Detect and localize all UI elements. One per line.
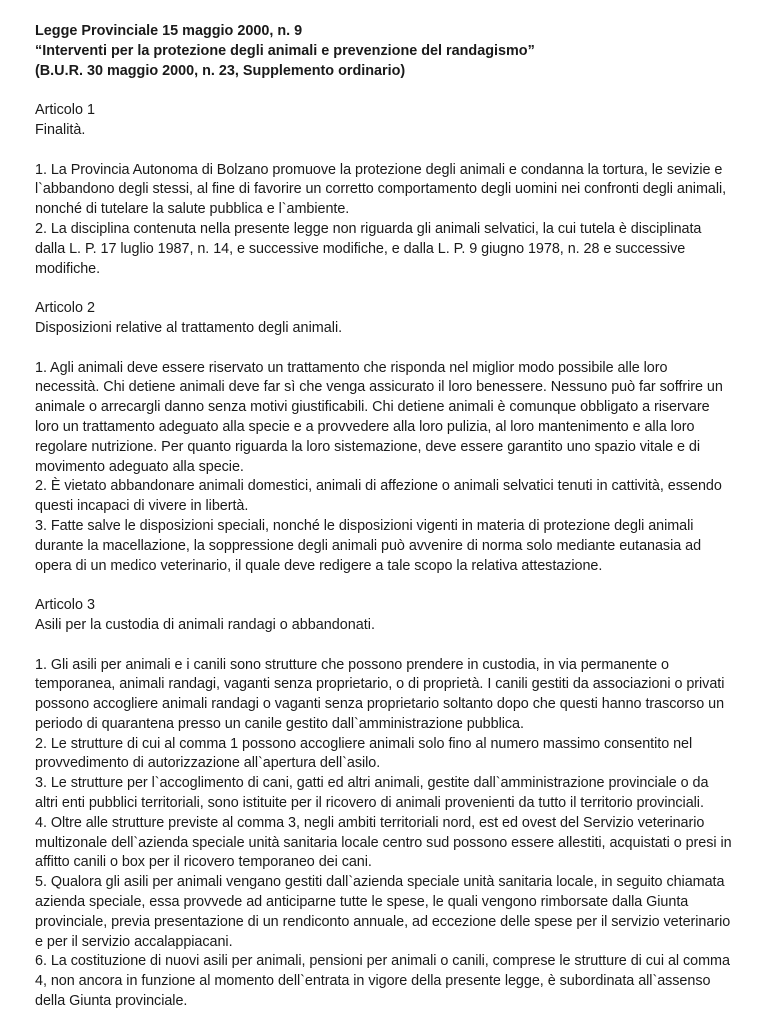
article-1-body xyxy=(35,161,735,280)
law-header xyxy=(35,22,735,81)
paragraph: 3. Fatte salve le disposizioni speciali, nonché le disposizioni vigenti in materia di protezione degli animali durante la macellazione, la soppressione degli animali può avvenire di norma solo mediante eutanasia ad opera di un medico veterinario, il quale deve redigere a tale scopo la relativa attestazione. xyxy=(35,517,702,574)
article-number: Articolo 1 xyxy=(35,102,95,119)
article-title: Asili per la custodia di animali randagi o abbandonati. xyxy=(35,616,375,633)
paragraph: 1. La Provincia Autonoma di Bolzano promuove la protezione degli animali e condanna la tortura, le sevizie e l`abbandono degli stessi, al fine di favorire un corretto comportamento degli uomini nei confronti degli animali, nonché di tutelare la salute pubblica e l`ambiente. xyxy=(35,161,727,218)
paragraph: 5. Qualora gli asili per animali vengano gestiti dall`azienda speciale unità sanitaria locale, in seguito chiamata azienda speciale, essa provvede ad anticiparne tutte le spese, le quali vengono rimborsate dalla Giunta provinciale, previa presentazione di un rendiconto annuale, ad eccezione delle spese per il servizio veterinario e per il servizio accalappiacani. xyxy=(35,874,731,950)
paragraph: 4. Oltre alle strutture previste al comma 3, negli ambiti territoriali nord, est ed ovest del Servizio veterinario multizonale dell`azienda speciale unità sanitaria locale centro sud possono essere allestiti, acquistati o presi in affitto canili o box per il ricovero temporaneo dei cani. xyxy=(35,814,732,871)
paragraph: 2. È vietato abbandonare animali domestici, animali di affezione o animali selvatici tenuti in cattività, essendo questi incapaci di vivere in libertà. xyxy=(35,478,722,515)
paragraph: 2. La disciplina contenuta nella presente legge non riguarda gli animali selvatici, la cui tutela è disciplinata dalla L. P. 17 luglio 1987, n. 14, e successive modifiche, e dalla L. P. 9 giugno 1978, n. 28 e successive modifiche. xyxy=(35,220,702,277)
paragraph: 6. La costituzione di nuovi asili per animali, pensioni per animali o canili, comprese le strutture di cui al comma 4, non ancora in funzione al momento dell`entrata in vigore della presente legge, è subordinata all`assenso della Giunta provinciale. xyxy=(35,953,730,1010)
article-title: Finalità. xyxy=(35,121,86,138)
paragraph: 1. Agli animali deve essere riservato un trattamento che risponda nel miglior modo possibile alle loro necessità. Chi detiene animali deve far sì che venga assicurato il loro benessere. Nessuno può far soffrire un animale o arrecargli danno senza motivi giustificabili. Chi detiene animali è comunque obbligato a riservare loro un trattamento adeguato alla specie e a provvedere alla loro pulizia, al loro mantenimento e alla loro regolare nutrizione. Per quanto riguarda la loro sistemazione, deve essere garantito uno spazio vitale e di movimento adeguato alla specie. xyxy=(35,359,723,475)
article-number: Articolo 2 xyxy=(35,300,95,317)
law-subject: “Interventi per la protezione degli animali e prevenzione del randagismo” xyxy=(35,42,535,59)
paragraph: 2. Le strutture di cui al comma 1 possono accogliere animali solo fino al numero massimo consentito nel provvedimento di autorizzazione all`apertura dell`asilo. xyxy=(35,735,693,772)
law-publication: (B.U.R. 30 maggio 2000, n. 23, Supplemento ordinario) xyxy=(35,62,406,79)
law-title: Legge Provinciale 15 maggio 2000, n. 9 xyxy=(35,23,303,39)
article-2 xyxy=(35,299,735,339)
article-title: Disposizioni relative al trattamento degli animali. xyxy=(35,319,343,336)
article-2-body xyxy=(35,359,735,577)
article-1 xyxy=(35,101,735,141)
paragraph: 1. Gli asili per animali e i canili sono strutture che possono prendere in custodia, in via permanente o temporanea, animali randagi, vaganti senza proprietario, o di proprietà. I canili gestiti da associazioni o privati possono accogliere animali randagi o vaganti senza proprietario soltanto dopo che questi hanno trascorso un periodo di quarantena presso un canile gestito dall`amministrazione pubblica. xyxy=(35,656,725,732)
document-page xyxy=(35,22,735,1012)
article-3-body xyxy=(35,656,735,1012)
article-3 xyxy=(35,596,735,636)
paragraph: 3. Le strutture per l`accoglimento di cani, gatti ed altri animali, gestite dall`amministrazione provinciale o da altri enti pubblici territoriali, sono istituite per il ricovero di animali provenienti da tutto il territorio provinciali. xyxy=(35,775,709,812)
article-number: Articolo 3 xyxy=(35,597,95,614)
